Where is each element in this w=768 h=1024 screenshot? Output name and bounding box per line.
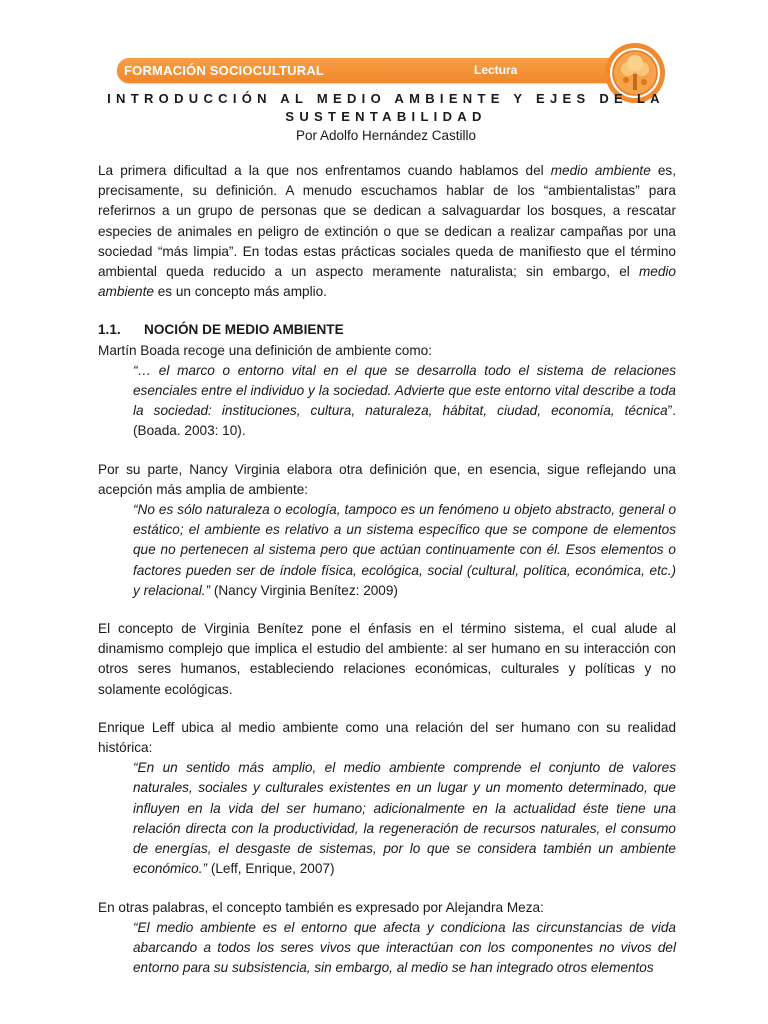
emphasis-text: medio ambiente [550, 163, 651, 178]
header-banner [117, 58, 627, 83]
paragraph-text: es un concepto más amplio. [153, 284, 327, 300]
quote-text: “No es sólo naturaleza o ecología, tampoco es un fenómeno u objeto abstracto, general o estático; el ambiente es relativo a un sistema específico que se compone de elementos que no pertenecen al sistema pero que actúan continuamente con él. Esos elementos o factores pueden ser de índole física, ecológica, social (cultural, política, económica, etc.) y relacional.” [133, 502, 676, 598]
paragraph-leff-intro: Enrique Leff ubica al medio ambiente como una relación del ser humano con su realidad histórica: [98, 719, 676, 756]
document-title-line-2: SUSTENTABILIDAD [285, 109, 487, 124]
quote-text: “El medio ambiente es el entorno que afecta y condiciona las circunstancias de vida abarcando a todos los seres vivos que interactúan con los componentes no vivos del entorno para su subsistencia, sin embargo, al medio se han integrado otros elementos [133, 919, 676, 976]
quote-text: “… el marco o entorno vital en el que se desarrolla todo el sistema de relaciones esenciales entre el individuo y la sociedad. Advierte que este entorno vital describe a toda la sociedad: instituciones, cultura, naturaleza, hábitat, ciudad, economía, técnica [133, 362, 676, 419]
quote-virginia [98, 500, 676, 601]
document-body [98, 161, 676, 978]
quote-citation: (Nancy Virginia Benítez: 2009) [210, 582, 398, 598]
quote-meza [98, 918, 676, 979]
header-type-label: Lectura [474, 63, 518, 77]
header-section-label: FORMACIÓN SOCIOCULTURAL [124, 63, 325, 78]
paragraph-boada-intro: Martín Boada recoge una definición de ambiente como: [98, 342, 433, 358]
quote-text: “En un sentido más amplio, el medio ambiente comprende el conjunto de valores naturales, sociales y culturales existentes en un lugar y un momento determinado, que influyen en la vida del ser humano; adicionalmente en la actualidad éste tiene una relación directa con la productividad, la regeneración de recursos naturales, el consumo de energías, el desgaste de sistemas, por lo que se considera también un ambiente económico.” [133, 760, 676, 877]
paragraph-meza-intro: En otras palabras, el concepto también es expresado por Alejandra Meza: [98, 899, 544, 915]
document-title-line-1: INTRODUCCIÓN AL MEDIO AMBIENTE Y EJES DE LA [107, 91, 665, 106]
emphasis-text: medio ambiente [98, 264, 676, 300]
quote-citation: (Leff, Enrique, 2007) [207, 861, 335, 877]
quote-citation: ”. (Boada. 2003: 10). [133, 403, 676, 439]
quote-boada [98, 361, 676, 442]
section-number: 1.1. [98, 322, 121, 338]
paragraph-intro [98, 161, 676, 302]
section-heading [98, 320, 676, 340]
author-byline: Por Adolfo Hernández Castillo [295, 128, 477, 143]
paragraph-text: es, precisamente, su definición. A menudo escuchamos hablar de los “ambientalistas” para referirnos a un grupo de personas que se dedican a salvaguardar los bosques, a rescatar especies de animales en peligro de extinción o que se dedican a realizar campañas por una sociedad “más limpia”. En todas estas prácticas sociales queda de manifiesto que el término ambiental queda reducido a un aspecto meramente naturalista; sin embargo, el [98, 163, 676, 280]
paragraph-text: La primera dificultad a la que nos enfrentamos cuando hablamos del [98, 163, 551, 178]
paragraph-virginia-intro: Por su parte, Nancy Virginia elabora otra definición que, en esencia, sigue reflejando una acepción más amplia de ambiente: [98, 461, 676, 497]
quote-leff [98, 758, 676, 879]
paragraph-virginia-analysis: El concepto de Virginia Benítez pone el énfasis en el término sistema, el cual alude al dinamismo complejo que implica el estudio del ambiente: al ser humano en su interacción con otros seres humanos, estableciendo relaciones económicas, culturales y políticas y no solamente ecológicas. [98, 621, 676, 697]
section-title: NOCIÓN DE MEDIO AMBIENTE [144, 322, 344, 338]
